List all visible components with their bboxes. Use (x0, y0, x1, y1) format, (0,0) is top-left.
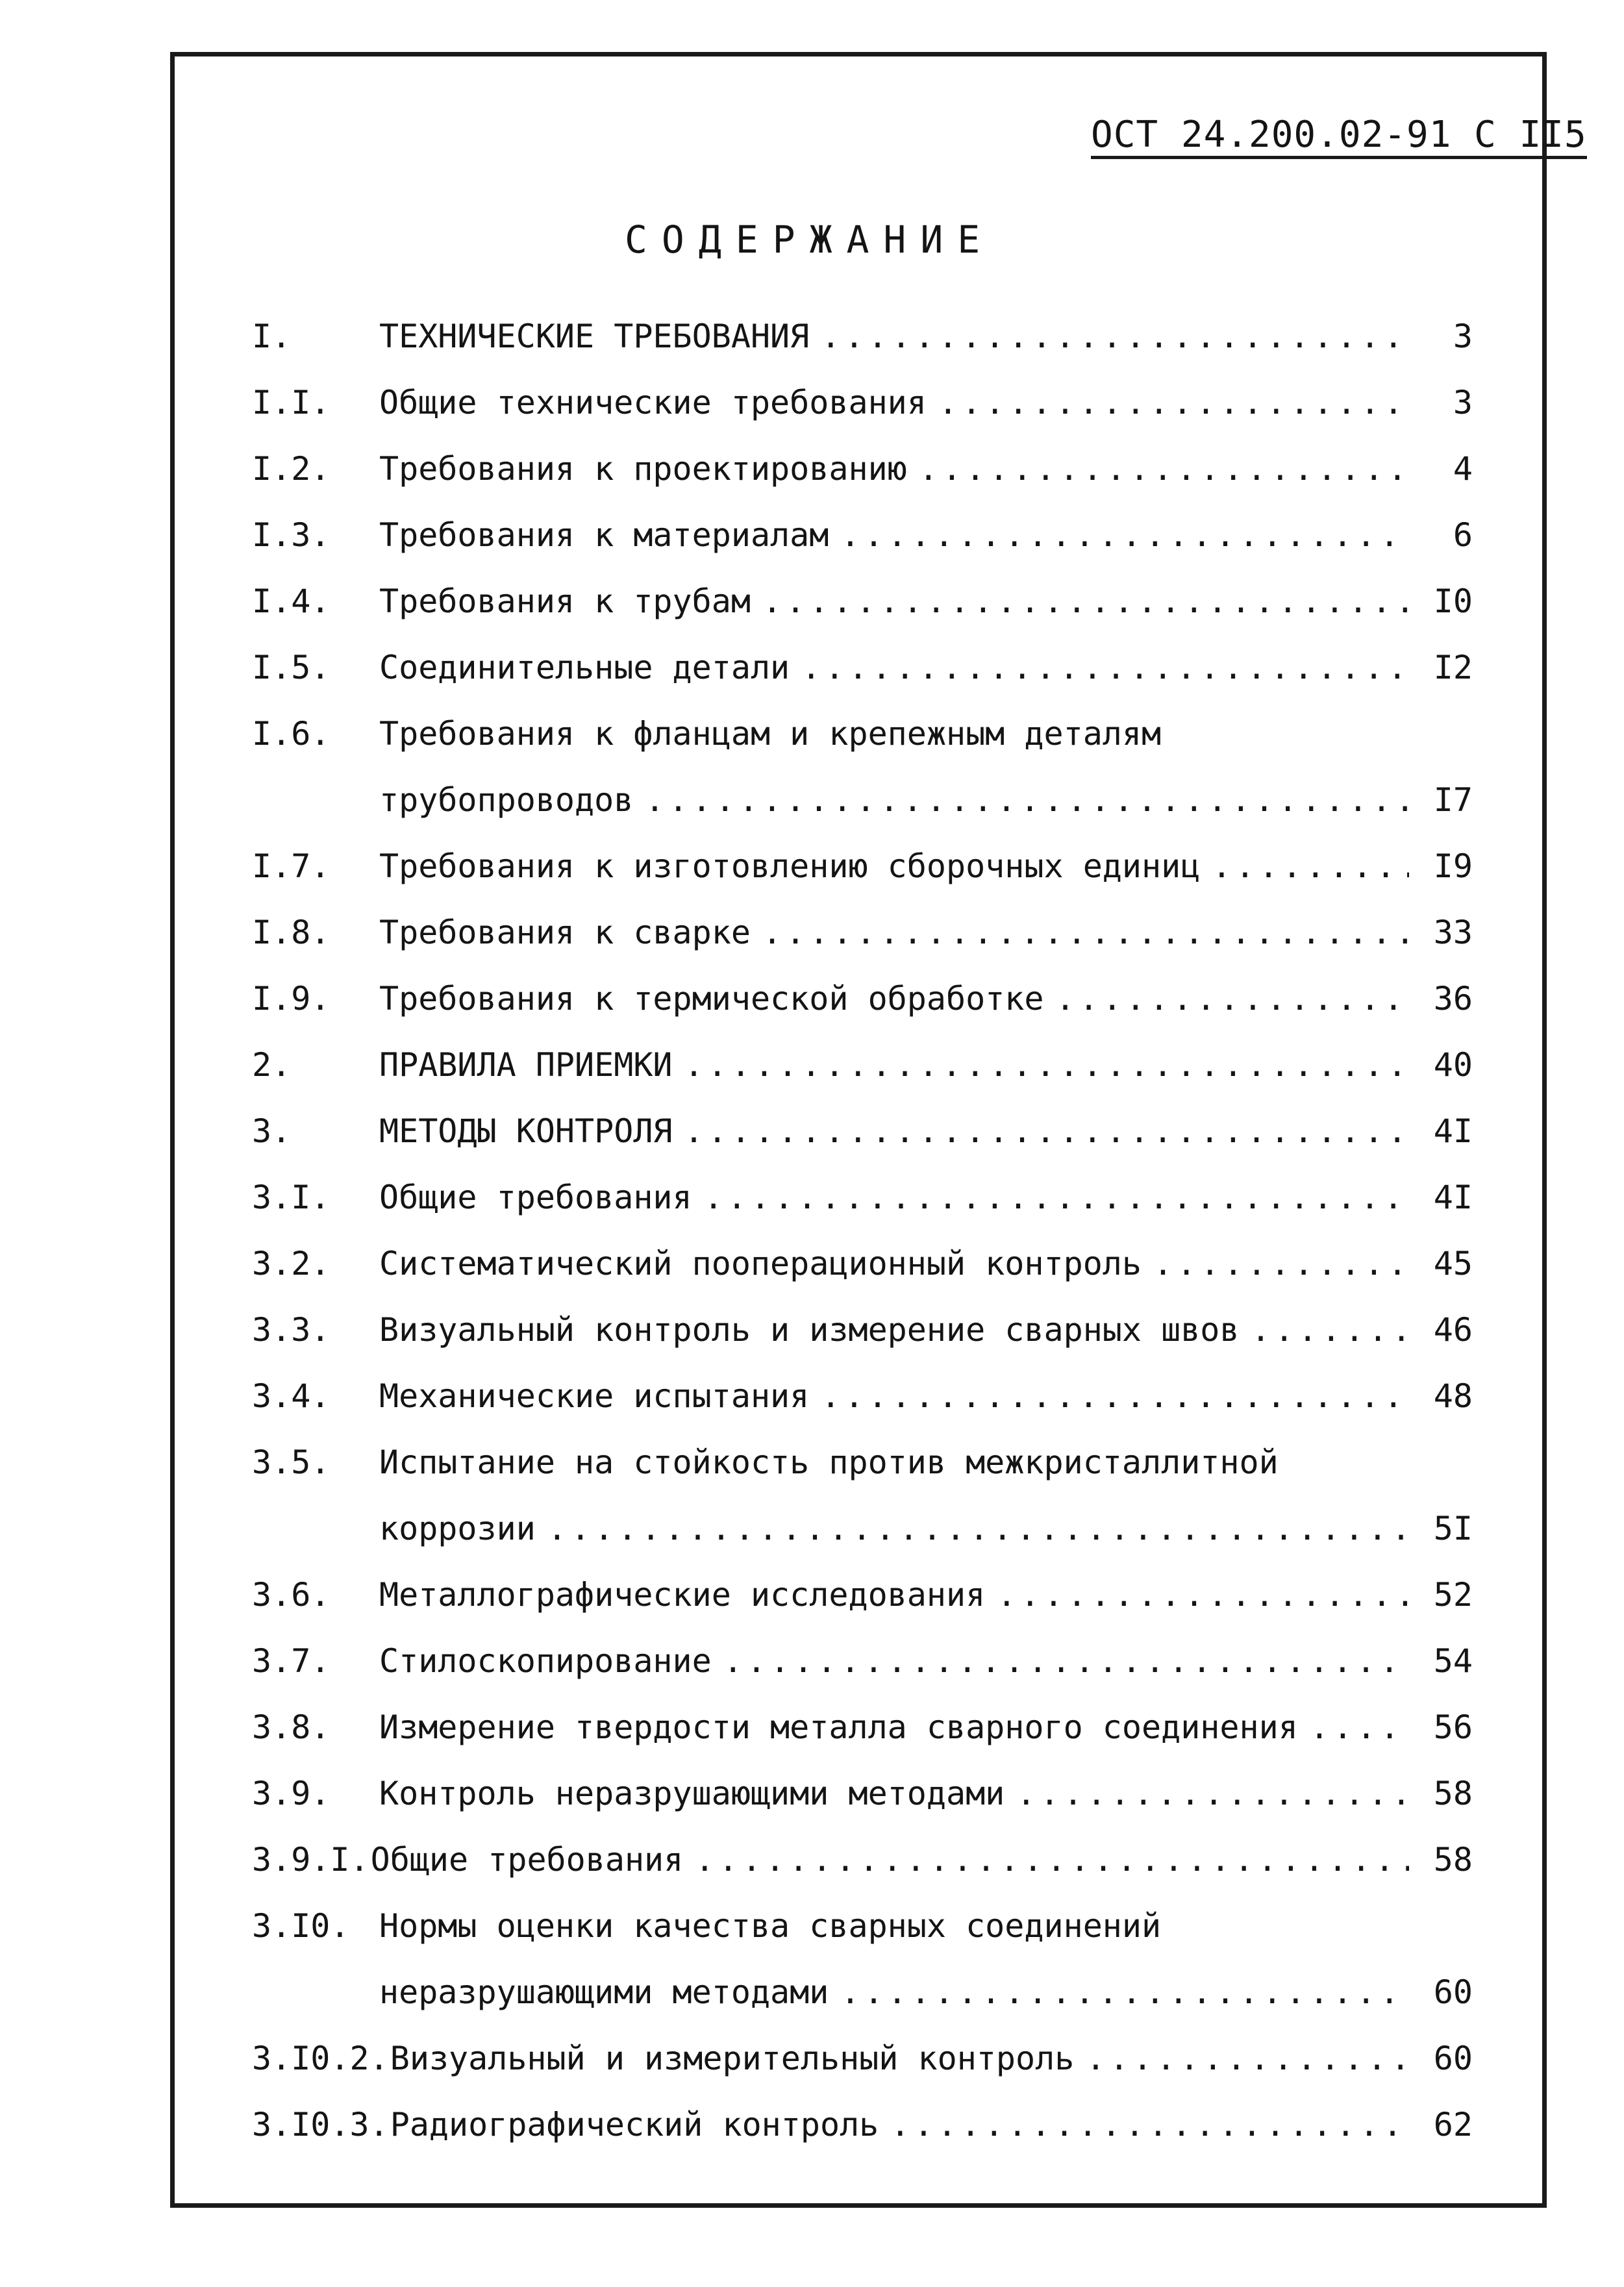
toc-entry (252, 1569, 1473, 1621)
toc-entry-page: I0 (1433, 582, 1473, 620)
toc-entry-title: коррозии (379, 1510, 536, 1547)
dot-leader (695, 1841, 1409, 1879)
toc-entry-page: 62 (1433, 2106, 1473, 2143)
toc-entry (252, 1171, 1473, 1223)
dot-leader (821, 318, 1409, 355)
toc-entry-title: Соединительные детали (379, 649, 790, 686)
toc-entry-title: Требования к изготовлению сборочных единиц (379, 847, 1201, 885)
dot-leader (1056, 980, 1410, 1018)
dot-leader (1212, 847, 1409, 885)
toc-entry-title: Систематический пооперационный контроль (379, 1245, 1142, 1282)
dot-leader (1016, 1775, 1409, 1812)
dot-leader (919, 450, 1409, 488)
toc-entry-continuation (252, 1966, 1473, 2018)
toc-entry-page: 36 (1433, 980, 1473, 1018)
toc-entry-page: 48 (1433, 1377, 1473, 1415)
toc-entry-number: I.I. (252, 384, 331, 421)
dot-leader (1251, 1311, 1409, 1349)
toc-entry (252, 906, 1473, 958)
toc-entry-number: 3.9.I. (252, 1841, 369, 1879)
toc-entry-title: Визуальный и измерительный контроль (390, 2040, 1075, 2077)
dot-leader (704, 1179, 1409, 1216)
toc-entry (252, 708, 1473, 760)
toc-entry (252, 1768, 1473, 1819)
toc-entry (252, 973, 1473, 1025)
toc-entry-page: 40 (1433, 1046, 1473, 1084)
toc-entry-title: ТЕХНИЧЕСКИЕ ТРЕБОВАНИЯ (379, 318, 810, 355)
page-title: СОДЕРЖАНИЕ (625, 218, 995, 262)
toc-entry-number: 3.3. (252, 1311, 331, 1349)
toc-entry (252, 2032, 1473, 2084)
dot-leader (801, 649, 1409, 686)
toc-entry-page: 6 (1453, 516, 1473, 554)
toc-entry-title: Общие технические требования (379, 384, 927, 421)
toc-entry-number: 3.I0.2. (252, 2040, 389, 2077)
toc-entry-page: 33 (1433, 914, 1473, 951)
dot-leader (890, 2106, 1409, 2143)
dot-leader (1153, 1245, 1409, 1282)
toc-entry-page: 4 (1453, 450, 1473, 488)
toc-entry (252, 642, 1473, 694)
toc-entry (252, 1304, 1473, 1356)
toc-entry-title: Требования к термической обработке (379, 980, 1044, 1018)
toc-entry-page: 56 (1433, 1708, 1473, 1746)
toc-entry-number: 3.I0.3. (252, 2106, 389, 2143)
toc-entry-title: ПРАВИЛА ПРИЕМКИ (379, 1046, 673, 1084)
toc-entry-page: 58 (1433, 1841, 1473, 1879)
toc-entry-title: Радиографический контроль (390, 2106, 879, 2143)
toc-entry (252, 1105, 1473, 1157)
toc-entry-page: 58 (1433, 1775, 1473, 1812)
toc-entry (252, 1039, 1473, 1091)
dot-leader (1310, 1708, 1409, 1746)
toc-entry-number: I.9. (252, 980, 331, 1018)
dot-leader (762, 914, 1409, 951)
toc-entry-title: Визуальный контроль и измерение сварных швов (379, 1311, 1240, 1349)
toc-entry-continuation (252, 1503, 1473, 1555)
toc-entry-title: Механические испытания (379, 1377, 810, 1415)
toc-entry-title: неразрушающими методами (379, 1973, 829, 2011)
toc-entry-number: 3.6. (252, 1576, 331, 1614)
toc-entry-number: 2. (252, 1046, 292, 1084)
toc-entry-page: 4I (1433, 1112, 1473, 1150)
dot-leader (1086, 2040, 1409, 2077)
toc-entry-page: I7 (1433, 781, 1473, 819)
toc-entry-number: 3.I. (252, 1179, 331, 1216)
toc-entry-title: трубопроводов (379, 781, 634, 819)
toc-entry-number: I. (252, 318, 292, 355)
toc-entry-number: I.5. (252, 649, 331, 686)
toc-entry (252, 1436, 1473, 1488)
toc-entry-page: 4I (1433, 1179, 1473, 1216)
toc-entry-number: I.8. (252, 914, 331, 951)
toc-entry-title: Контроль неразрушающими методами (379, 1775, 1005, 1812)
toc-entry (252, 2099, 1473, 2151)
dot-leader (840, 516, 1409, 554)
dot-leader (547, 1510, 1409, 1547)
toc-entry-number: I.7. (252, 847, 331, 885)
toc-entry-page: 46 (1433, 1311, 1473, 1349)
toc-entry-page: 52 (1433, 1576, 1473, 1614)
toc-entry-page: 3 (1453, 384, 1473, 421)
toc-entry-title: Металлографические исследования (379, 1576, 986, 1614)
toc-entry (252, 840, 1473, 892)
toc-entry-title: Измерение твердости металла сварного соединения (379, 1708, 1298, 1746)
toc-entry-number: 3.7. (252, 1642, 331, 1680)
toc-entry-page: 5I (1433, 1510, 1473, 1547)
toc-entry-number: 3. (252, 1112, 292, 1150)
toc-entry-title: МЕТОДЫ КОНТРОЛЯ (379, 1112, 673, 1150)
toc-entry-number: 3.8. (252, 1708, 331, 1746)
toc-entry-title: Требования к трубам (379, 582, 751, 620)
toc-entry-number: 3.4. (252, 1377, 331, 1415)
toc-entry-page: 60 (1433, 2040, 1473, 2077)
toc-entry (252, 1635, 1473, 1687)
toc-entry (252, 1370, 1473, 1422)
toc-entry-page: I2 (1433, 649, 1473, 686)
dot-leader (723, 1642, 1409, 1680)
toc-entry (252, 1238, 1473, 1290)
toc-entry-number: I.4. (252, 582, 331, 620)
dot-leader (840, 1973, 1409, 2011)
dot-leader (762, 582, 1409, 620)
toc-entry-page: 60 (1433, 1973, 1473, 2011)
dot-leader (997, 1576, 1409, 1614)
toc-entry-title: Требования к материалам (379, 516, 829, 554)
toc-entry-number: 3.9. (252, 1775, 331, 1812)
toc-entry-title: Испытание на стойкость против межкристаллитной (379, 1443, 1279, 1481)
toc-entry-page: 3 (1453, 318, 1473, 355)
toc-entry (252, 575, 1473, 627)
toc-entry (252, 1834, 1473, 1886)
toc-entry-title: Стилоскопирование (379, 1642, 712, 1680)
toc-entry-page: 45 (1433, 1245, 1473, 1282)
toc-entry-number: I.2. (252, 450, 331, 488)
toc-entry-number: 3.2. (252, 1245, 331, 1282)
dot-leader (684, 1046, 1409, 1084)
toc-entry-title: Общие требования (370, 1841, 684, 1879)
toc-entry-number: I.6. (252, 715, 331, 753)
toc-entry-number: 3.I0. (252, 1907, 350, 1945)
toc-entry (252, 310, 1473, 362)
toc-entry (252, 377, 1473, 429)
toc-entry-title: Требования к фланцам и крепежным деталям (379, 715, 1162, 753)
toc-entry-title: Требования к сварке (379, 914, 751, 951)
dot-leader (821, 1377, 1409, 1415)
toc-entry-page: I9 (1433, 847, 1473, 885)
dot-leader (684, 1112, 1409, 1150)
dot-leader (938, 384, 1409, 421)
toc-entry-title: Общие требования (379, 1179, 692, 1216)
toc-entry-continuation (252, 774, 1473, 826)
toc-entry-number: 3.5. (252, 1443, 331, 1481)
toc-entry-number: I.3. (252, 516, 331, 554)
toc-entry-title: Нормы оценки качества сварных соединений (379, 1907, 1162, 1945)
toc-entry (252, 1900, 1473, 1952)
document-code: ОСТ 24.200.02-91 С II5 (1091, 117, 1587, 159)
toc-entry (252, 443, 1473, 495)
toc-entry (252, 509, 1473, 561)
toc-entry-page: 54 (1433, 1642, 1473, 1680)
dot-leader (645, 781, 1409, 819)
toc-entry-title: Требования к проектированию (379, 450, 907, 488)
toc-entry (252, 1701, 1473, 1753)
